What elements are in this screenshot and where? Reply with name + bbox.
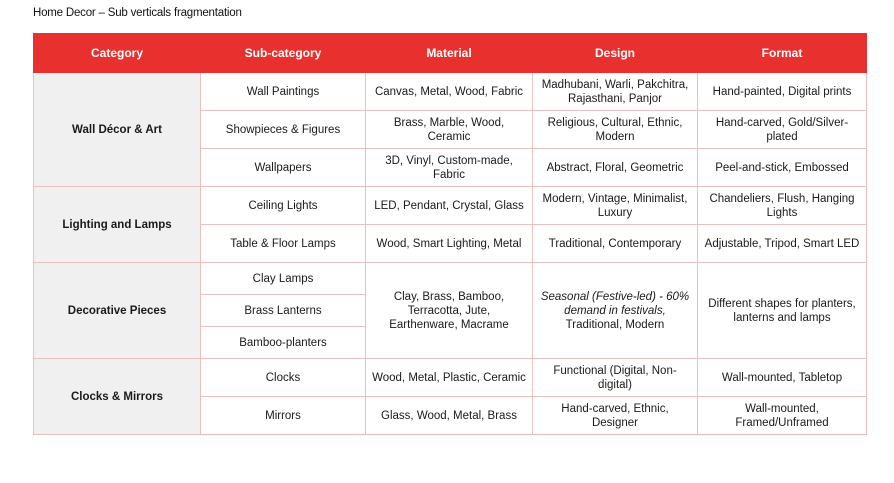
design-cell: Madhubani, Warli, Pakchitra, Rajasthani, Panjor [533, 73, 698, 111]
format-cell: Different shapes for planters, lanterns and lamps [698, 263, 867, 359]
material-cell: LED, Pendant, Crystal, Glass [366, 187, 533, 225]
format-cell: Hand-carved, Gold/Silver-plated [698, 111, 867, 149]
table-row [34, 187, 867, 225]
header-material: Material [366, 34, 533, 73]
subcategory-cell: Clay Lamps [201, 263, 366, 295]
material-cell: Clay, Brass, Bamboo, Terracotta, Jute, Earthenware, Macrame [366, 263, 533, 359]
header-subcategory: Sub-category [201, 34, 366, 73]
table-row [34, 73, 867, 111]
subcategory-cell: Bamboo-planters [201, 327, 366, 359]
design-cell: Abstract, Floral, Geometric [533, 149, 698, 187]
category-cell: Decorative Pieces [34, 263, 201, 359]
design-cell: Functional (Digital, Non-digital) [533, 359, 698, 397]
design-cell: Modern, Vintage, Minimalist, Luxury [533, 187, 698, 225]
category-cell: Wall Décor & Art [34, 73, 201, 187]
header-design: Design [533, 34, 698, 73]
material-cell: Wood, Metal, Plastic, Ceramic [366, 359, 533, 397]
subcategory-cell: Wall Paintings [201, 73, 366, 111]
design-italic-text: Seasonal (Festive-led) - 60% demand in festivals, [540, 290, 690, 317]
subcategory-cell: Showpieces & Figures [201, 111, 366, 149]
format-cell: Wall-mounted, Framed/Unframed [698, 397, 867, 435]
format-cell: Peel-and-stick, Embossed [698, 149, 867, 187]
subcategory-cell: Wallpapers [201, 149, 366, 187]
material-cell: Brass, Marble, Wood, Ceramic [366, 111, 533, 149]
format-cell: Chandeliers, Flush, Hanging Lights [698, 187, 867, 225]
header-category: Category [34, 34, 201, 73]
material-cell: 3D, Vinyl, Custom-made, Fabric [366, 149, 533, 187]
design-cell: Traditional, Contemporary [533, 225, 698, 263]
design-cell: Religious, Cultural, Ethnic, Modern [533, 111, 698, 149]
subcategory-cell: Clocks [201, 359, 366, 397]
material-cell: Canvas, Metal, Wood, Fabric [366, 73, 533, 111]
header-row [34, 34, 867, 73]
category-cell: Lighting and Lamps [34, 187, 201, 263]
header-format: Format [698, 34, 867, 73]
subverticals-table [33, 33, 867, 435]
subcategory-cell: Mirrors [201, 397, 366, 435]
material-cell: Glass, Wood, Metal, Brass [366, 397, 533, 435]
table-row [34, 263, 867, 295]
page-title: Home Decor – Sub verticals fragmentation [33, 7, 242, 19]
format-cell: Wall-mounted, Tabletop [698, 359, 867, 397]
subcategory-cell: Brass Lanterns [201, 295, 366, 327]
design-cell: Hand-carved, Ethnic, Designer [533, 397, 698, 435]
format-cell: Hand-painted, Digital prints [698, 73, 867, 111]
table-row [34, 359, 867, 397]
design-cell [533, 263, 698, 359]
subcategory-cell: Table & Floor Lamps [201, 225, 366, 263]
format-cell: Adjustable, Tripod, Smart LED [698, 225, 867, 263]
design-plain-text: Traditional, Modern [565, 318, 665, 331]
subcategory-cell: Ceiling Lights [201, 187, 366, 225]
material-cell: Wood, Smart Lighting, Metal [366, 225, 533, 263]
category-cell: Clocks & Mirrors [34, 359, 201, 435]
